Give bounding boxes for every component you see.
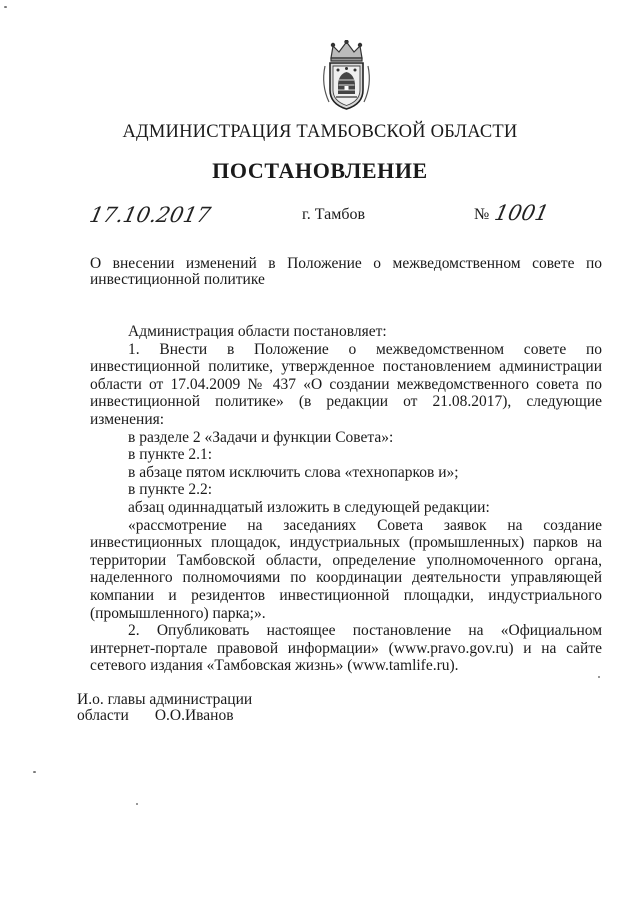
section-reference: в разделе 2 «Задачи и функции Совета»: (128, 428, 394, 446)
document-number-label: № (474, 206, 490, 223)
coat-of-arms-icon (319, 40, 374, 112)
document-city: г. Тамбов (302, 206, 366, 223)
scan-speck (136, 803, 138, 805)
signatory-name: О.О.Иванов (154, 707, 234, 724)
item-2-2-text: абзац одиннадцатый изложить в следующей редакции: (128, 498, 490, 516)
item-2-1-text: в абзаце пятом исключить слова «технопарков и»; (128, 463, 459, 481)
document-date: 17.10.2017 (87, 203, 213, 227)
scan-speck (4, 6, 7, 8)
paragraph-1: 1. Внести в Положение о межведомственном совете по инвестиционной политике, утвержденное постановлением администрации области от 17.04.2009 № 437 «О создании межведомственного совета по инвестиционной политике» (в редакции от 21.08.2017), следующие изменения: (90, 340, 602, 428)
item-2-1-heading: в пункте 2.1: (128, 446, 213, 464)
document-type-title: ПОСТАНОВЛЕНИЕ (212, 158, 428, 183)
paragraph-2: 2. Опубликовать настоящее постановление на «Официальном интернет-портале правовой информации» (www.pravo.gov.ru) и на сайте сетевого издания «Тамбовская жизнь» (www.tamlife.ru). (90, 622, 602, 675)
scan-speck (598, 676, 600, 678)
signature-block (77, 692, 252, 724)
document-subject: О внесении изменений в Положение о межведомственном совете по инвестиционной политике (90, 255, 602, 288)
scan-speck (33, 771, 36, 773)
document-body (90, 323, 602, 675)
intro-paragraph: Администрация области постановляет: (128, 323, 387, 340)
organization-heading: АДМИНИСТРАЦИЯ ТАМБОВСКОЙ ОБЛАСТИ (122, 122, 518, 142)
signatory-title-line1: И.о. главы администрации (77, 691, 253, 708)
signatory-title-line2: области (77, 707, 129, 724)
document-number: 1001 (492, 201, 552, 225)
new-wording-quote: «рассмотрение на заседаниях Совета заявок на создание инвестиционных площадок, индустриальных (промышленных) парков на территории Тамбовской области, определение уполномоченного органа, наделенного полномочиями по координации деятельности управляющей компании и резидентов инвестиционной площадки, индустриального (промышленного) парка;». (90, 516, 602, 622)
item-2-2-heading: в пункте 2.2: (128, 481, 213, 499)
